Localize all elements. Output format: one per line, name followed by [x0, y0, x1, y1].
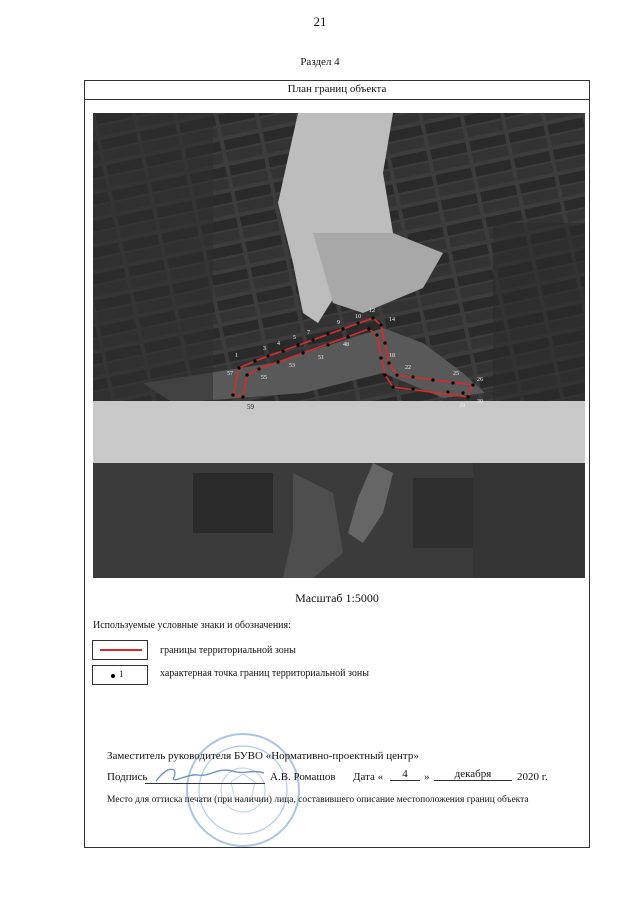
page-number: 21 — [313, 14, 327, 29]
point-label-59: 59 — [247, 403, 254, 411]
handwritten-signature-icon — [148, 763, 268, 787]
svg-text:4: 4 — [277, 341, 280, 347]
map-scale: Масштаб 1:5000 — [295, 591, 379, 605]
signer-name: А.В. Ромашов — [270, 771, 336, 783]
plan-title: План границ объекта — [84, 80, 590, 100]
svg-text:1: 1 — [235, 353, 238, 359]
svg-text:48: 48 — [343, 342, 349, 348]
svg-text:25: 25 — [453, 371, 459, 377]
signer-position: Заместитель руководителя БУВО «Нормативно-проектный центр» — [107, 750, 419, 762]
svg-text:30: 30 — [477, 399, 483, 405]
section-label: Раздел 4 — [300, 56, 340, 68]
svg-text:51: 51 — [318, 355, 324, 361]
svg-text:7: 7 — [307, 330, 310, 336]
legend-line-label: границы территориальной зоны — [160, 645, 296, 656]
date-day: 4 — [390, 768, 420, 781]
legend-point-label: характерная точка границ территориальной зоны — [160, 668, 369, 679]
stamp-note: Место для оттиска печати (при наличии) лица, составившего описание местоположения границ объекта — [107, 795, 529, 805]
legend-line-symbol — [92, 640, 148, 660]
road-band — [93, 401, 585, 463]
svg-text:12: 12 — [369, 308, 375, 314]
legend-heading: Используемые условные знаки и обозначения: — [93, 620, 291, 631]
svg-text:5: 5 — [293, 335, 296, 341]
aerial-map — [93, 113, 585, 578]
svg-text:14: 14 — [389, 317, 395, 323]
legend-point-symbol — [92, 665, 148, 685]
legend-point-number: 1 — [119, 669, 124, 679]
svg-text:53: 53 — [289, 363, 295, 369]
signature-label: Подпись — [107, 771, 148, 783]
date-year: 2020 г. — [517, 771, 548, 783]
svg-text:3: 3 — [263, 346, 266, 352]
official-stamp-icon — [183, 730, 303, 850]
date-quote-close: » — [424, 771, 430, 783]
svg-text:9: 9 — [337, 320, 340, 326]
svg-text:22: 22 — [405, 365, 411, 371]
point-dot-icon — [111, 674, 115, 678]
svg-text:26: 26 — [477, 377, 483, 383]
red-boundary-line-icon — [100, 649, 142, 651]
svg-text:55: 55 — [261, 375, 267, 381]
svg-text:18: 18 — [389, 353, 395, 359]
date-label: Дата « — [353, 771, 384, 783]
date-month: декабря — [434, 768, 512, 781]
svg-text:57: 57 — [227, 371, 233, 377]
svg-text:29: 29 — [459, 403, 465, 409]
svg-text:10: 10 — [355, 314, 361, 320]
